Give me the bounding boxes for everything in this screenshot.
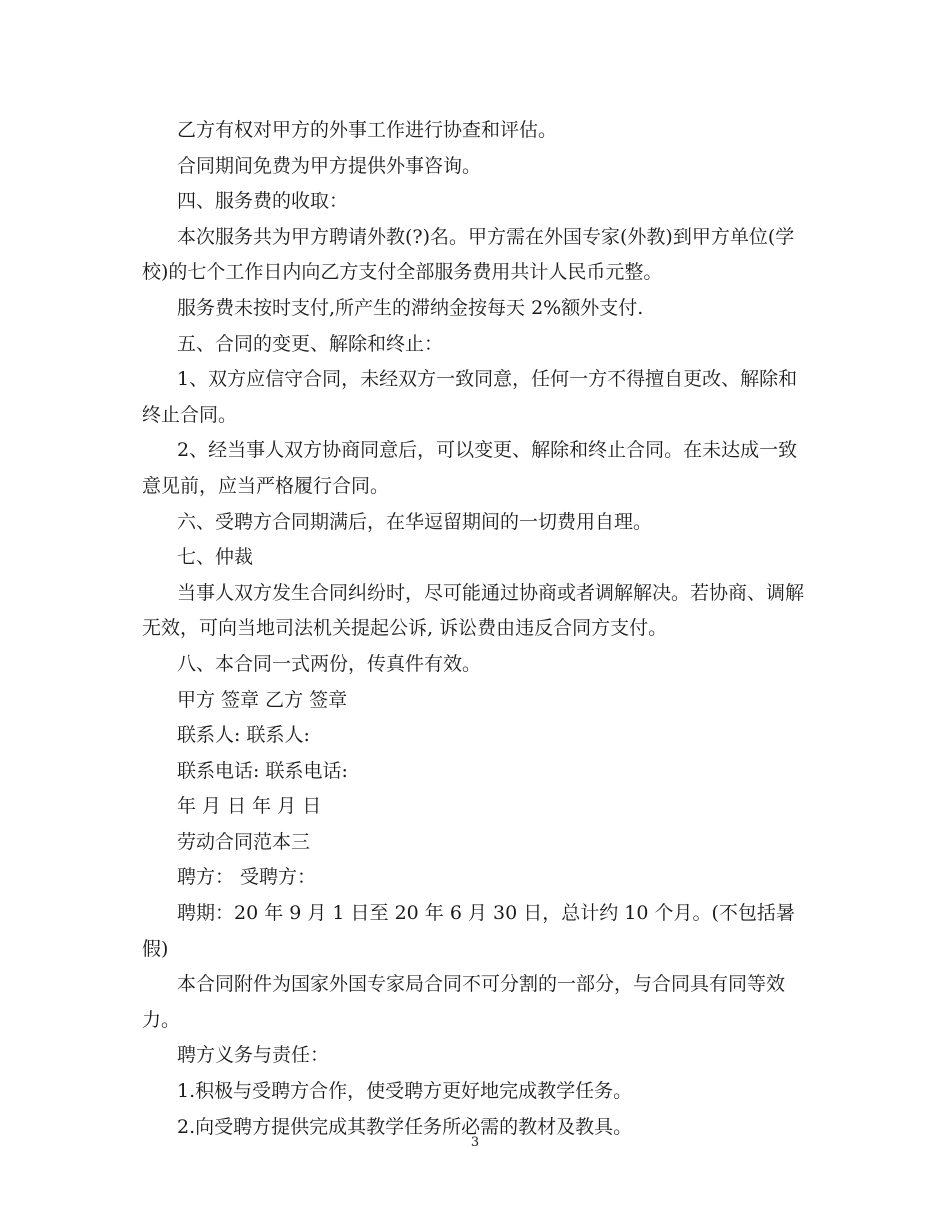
contact-person-line: 联系人: 联系人: [177, 724, 310, 747]
section-heading: 五、合同的变更、解除和终止： [177, 332, 444, 355]
paragraph: 服务费未按时支付,所产生的滞纳金按每天 2%额外支付. [177, 296, 644, 319]
term-line: 聘期：20 年 9 月 1 日至 20 年 6 月 30 日，总计约 10 个月。(不包括暑假) [142, 902, 795, 960]
section-heading: 四、服务费的收取： [177, 190, 349, 213]
page-number: 3 [470, 1135, 480, 1150]
contact-phone-line: 联系电话: 联系电话: [177, 759, 348, 782]
date-line: 年 月 日 年 月 日 [177, 795, 322, 818]
paragraph: 乙方有权对甲方的外事工作进行协查和评估。 [177, 119, 558, 141]
paragraph: 本合同附件为国家外国专家局合同不可分割的一部分，与合同具有同等效力。 [142, 973, 786, 1031]
section-heading: 六、受聘方合同期满后，在华逗留期间的一切费用自理。 [177, 510, 653, 533]
section-heading: 七、仲裁 [177, 546, 254, 569]
paragraph: 本次服务共为甲方聘请外教(?)名。甲方需在外国专家(外教)到甲方单位(学校)的七个工作日内向乙方支付全部服务费用共计人民币元整。 [142, 225, 795, 284]
paragraph: 2、经当事人双方协商同意后，可以变更、解除和终止合同。在未达成一致意见前，应当严格履行合同。 [142, 439, 798, 497]
list-item: 1.积极与受聘方合作，使受聘方更好地完成教学任务。 [177, 1080, 633, 1103]
list-item: 2.向受聘方提供完成其教学任务所必需的教材及教具。 [177, 1115, 633, 1138]
paragraph: 合同期间免费为甲方提供外事咨询。 [177, 154, 482, 177]
document-subtitle: 劳动合同范本三 [177, 830, 311, 853]
document-body [142, 113, 810, 1145]
parties-line: 聘方： 受聘方： [177, 866, 317, 889]
paragraph: 当事人双方发生合同纠纷时，尽可能通过协商或者调解解决。若协商、调解无效，可向当地司法机关提起公诉, 诉讼费由违反合同方支付。 [142, 581, 805, 640]
section-heading: 八、本合同一式两份，传真件有效。 [177, 652, 482, 675]
paragraph: 1、双方应信守合同，未经双方一致同意，任何一方不得擅自更改、解除和终止合同。 [142, 368, 798, 426]
section-heading: 聘方义务与责任： [177, 1044, 330, 1067]
signature-line: 甲方 签章 乙方 签章 [177, 688, 348, 711]
